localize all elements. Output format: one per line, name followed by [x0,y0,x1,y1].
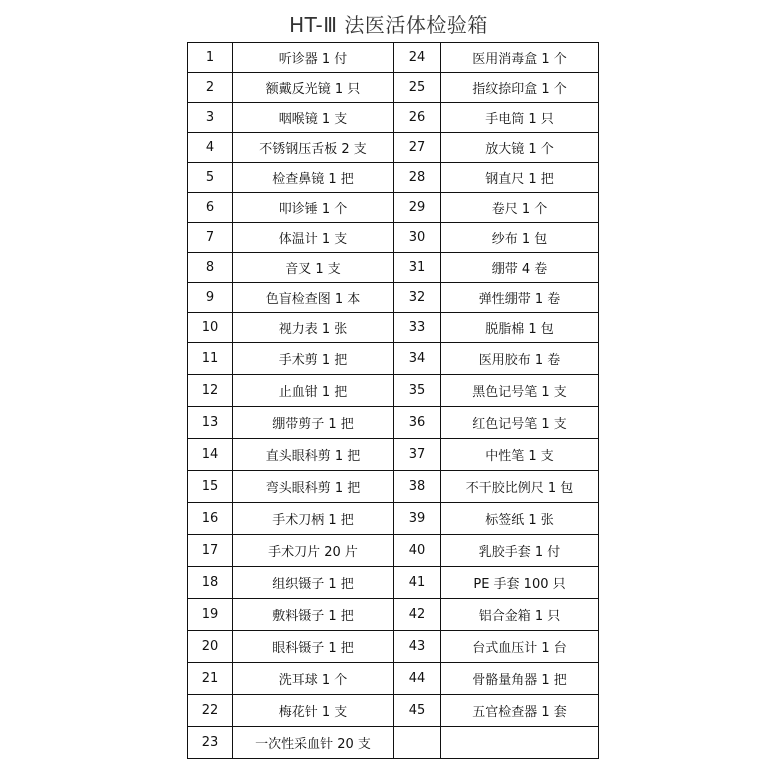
item-name-cell: 手术刀片 20 片 [233,535,394,567]
item-name-cell: 额戴反光镜 1 只 [233,73,394,103]
item-name-cell: 直头眼科剪 1 把 [233,439,394,471]
item-name-cell: 手电筒 1 只 [441,103,599,133]
item-number-cell: 5 [188,163,233,193]
item-name-cell: 中性笔 1 支 [441,439,599,471]
item-name-cell: 敷料镊子 1 把 [233,599,394,631]
item-name-cell: 叩诊锤 1 个 [233,193,394,223]
item-number-cell: 30 [394,223,441,253]
item-number-cell: 37 [394,439,441,471]
item-name-cell: 手术剪 1 把 [233,343,394,375]
item-number-cell: 23 [188,727,233,759]
item-name-cell: 五官检查器 1 套 [441,695,599,727]
item-name-cell: 不干胶比例尺 1 包 [441,471,599,503]
item-number-cell: 43 [394,631,441,663]
item-number-cell: 9 [188,283,233,313]
document-title: HT-Ⅲ 法医活体检验箱 [289,13,488,37]
item-number-cell: 16 [188,503,233,535]
item-number-cell: 41 [394,567,441,599]
item-name-cell: 脱脂棉 1 包 [441,313,599,343]
item-name-cell: 红色记号笔 1 支 [441,407,599,439]
item-name-cell: 医用消毒盒 1 个 [441,43,599,73]
item-number-cell: 17 [188,535,233,567]
item-number-cell: 4 [188,133,233,163]
table-row [188,471,599,503]
item-name-cell: 体温计 1 支 [233,223,394,253]
item-number-cell: 32 [394,283,441,313]
item-name-cell [441,727,599,759]
equipment-table-body [188,43,599,759]
item-number-cell: 7 [188,223,233,253]
item-name-cell: 色盲检查图 1 本 [233,283,394,313]
item-number-cell: 29 [394,193,441,223]
item-number-cell: 18 [188,567,233,599]
item-name-cell: 骨骼量角器 1 把 [441,663,599,695]
item-name-cell: 止血钳 1 把 [233,375,394,407]
item-number-cell: 21 [188,663,233,695]
item-number-cell: 31 [394,253,441,283]
item-name-cell: 一次性采血针 20 支 [233,727,394,759]
item-name-cell: 纱布 1 包 [441,223,599,253]
item-number-cell: 25 [394,73,441,103]
item-name-cell: 眼科镊子 1 把 [233,631,394,663]
table-row [188,567,599,599]
table-row [188,375,599,407]
item-number-cell: 14 [188,439,233,471]
table-row [188,503,599,535]
table-row [188,193,599,223]
table-row [188,163,599,193]
item-number-cell: 12 [188,375,233,407]
item-name-cell: 乳胶手套 1 付 [441,535,599,567]
item-number-cell: 34 [394,343,441,375]
item-name-cell: 梅花针 1 支 [233,695,394,727]
item-number-cell: 19 [188,599,233,631]
table-row [188,223,599,253]
item-name-cell: 钢直尺 1 把 [441,163,599,193]
table-row [188,313,599,343]
table-row [188,663,599,695]
item-name-cell: 标签纸 1 张 [441,503,599,535]
table-row [188,73,599,103]
table-row [188,133,599,163]
item-number-cell: 27 [394,133,441,163]
item-number-cell: 1 [188,43,233,73]
item-number-cell: 40 [394,535,441,567]
item-name-cell: PE 手套 100 只 [441,567,599,599]
item-number-cell: 42 [394,599,441,631]
item-number-cell: 26 [394,103,441,133]
item-number-cell: 35 [394,375,441,407]
item-name-cell: 放大镜 1 个 [441,133,599,163]
item-name-cell: 视力表 1 张 [233,313,394,343]
item-number-cell: 36 [394,407,441,439]
item-name-cell: 绷带 4 卷 [441,253,599,283]
item-name-cell: 医用胶布 1 卷 [441,343,599,375]
item-number-cell: 44 [394,663,441,695]
item-number-cell: 20 [188,631,233,663]
item-number-cell: 38 [394,471,441,503]
item-name-cell: 卷尺 1 个 [441,193,599,223]
table-row [188,599,599,631]
item-name-cell: 弹性绷带 1 卷 [441,283,599,313]
item-name-cell: 不锈钢压舌板 2 支 [233,133,394,163]
item-number-cell: 2 [188,73,233,103]
item-name-cell: 指纹捺印盒 1 个 [441,73,599,103]
item-name-cell: 弯头眼科剪 1 把 [233,471,394,503]
table-row [188,727,599,759]
item-number-cell: 11 [188,343,233,375]
table-row [188,535,599,567]
item-number-cell [394,727,441,759]
item-number-cell: 8 [188,253,233,283]
table-row [188,43,599,73]
item-name-cell: 手术刀柄 1 把 [233,503,394,535]
item-name-cell: 音叉 1 支 [233,253,394,283]
table-row [188,253,599,283]
item-number-cell: 24 [394,43,441,73]
item-number-cell: 6 [188,193,233,223]
item-number-cell: 13 [188,407,233,439]
item-number-cell: 39 [394,503,441,535]
table-row [188,439,599,471]
item-number-cell: 33 [394,313,441,343]
item-name-cell: 咽喉镜 1 支 [233,103,394,133]
item-name-cell: 绷带剪子 1 把 [233,407,394,439]
item-name-cell: 铝合金箱 1 只 [441,599,599,631]
item-number-cell: 45 [394,695,441,727]
item-number-cell: 3 [188,103,233,133]
table-row [188,283,599,313]
item-number-cell: 15 [188,471,233,503]
item-name-cell: 洗耳球 1 个 [233,663,394,695]
item-name-cell: 黑色记号笔 1 支 [441,375,599,407]
item-name-cell: 组织镊子 1 把 [233,567,394,599]
equipment-table [187,42,599,759]
table-row [188,407,599,439]
item-name-cell: 检查鼻镜 1 把 [233,163,394,193]
item-number-cell: 10 [188,313,233,343]
table-row [188,631,599,663]
table-row [188,343,599,375]
table-row [188,103,599,133]
item-name-cell: 台式血压计 1 台 [441,631,599,663]
item-number-cell: 22 [188,695,233,727]
table-row [188,695,599,727]
item-number-cell: 28 [394,163,441,193]
item-name-cell: 听诊器 1 付 [233,43,394,73]
